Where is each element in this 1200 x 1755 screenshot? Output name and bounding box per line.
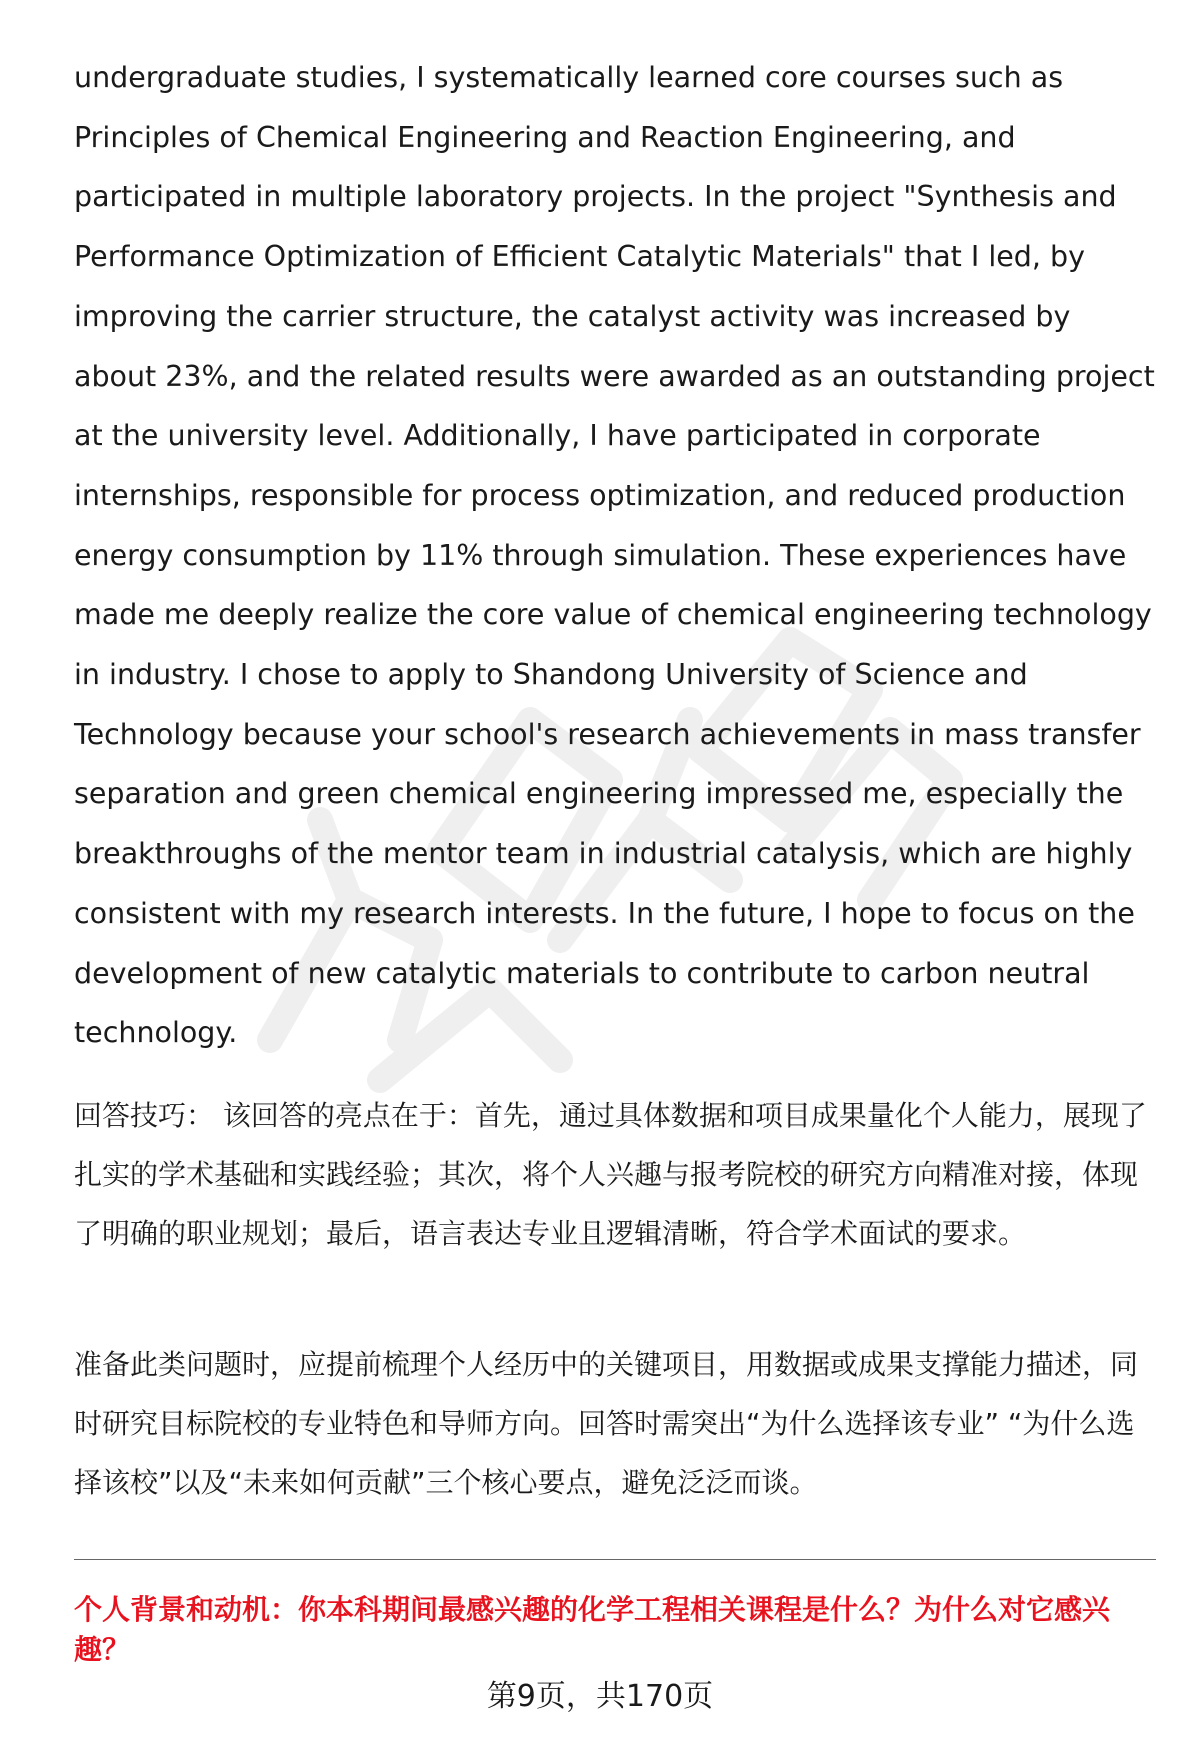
answer-tips-paragraph: 回答技巧： 该回答的亮点在于：首先，通过具体数据和项目成果量化个人能力，展现了扎实的学术基础和实践经验；其次，将个人兴趣与报考院校的研究方向精准对接，体现了明确的职业规划；最后，语言表达专业且逻辑清晰，符合学术面试的要求。: [74, 1099, 1147, 1250]
section-divider: [74, 1559, 1156, 1560]
next-question-heading: 个人背景和动机：你本科期间最感兴趣的化学工程相关课程是什么？为什么对它感兴趣？: [74, 1593, 1111, 1666]
page-number-footer: 第9页，共170页: [486, 1679, 714, 1714]
preparation-advice-paragraph: 准备此类问题时，应提前梳理个人经历中的关键项目，用数据或成果支撑能力描述，同时研究目标院校的专业特色和导师方向。回答时需突出“为什么选择该专业” “为什么选择该校”以及“未来如何贡献”三个核心要点，避免泛泛而谈。: [74, 1348, 1139, 1499]
answer-paragraph: undergraduate studies, I systematically learned core courses such as Principles of Chemical Engineering and Reaction Engineering, and participated in multiple laboratory projects. In the project "Synthesis and Performance Optimization of Efficient Catalytic Materials" that I led, by improving the carrier structure, the catalyst activity was increased by about 23%, and the related results were awarded as an outstanding project at the university level. Additionally, I have participated in corporate internships, responsible for process optimization, and reduced production energy consumption by 11% through simulation. These experiences have made me deeply realize the core value of chemical engineering technology in industry. I chose to apply to Shandong University of Science and Technology because your school's research achievements in mass transfer separation and green chemical engineering impressed me, especially the breakthroughs of the mentor team in industrial catalysis, which are highly consistent with my research interests. In the future, I hope to focus on the development of new catalytic materials to contribute to carbon neutral technology.: [74, 61, 1155, 1050]
